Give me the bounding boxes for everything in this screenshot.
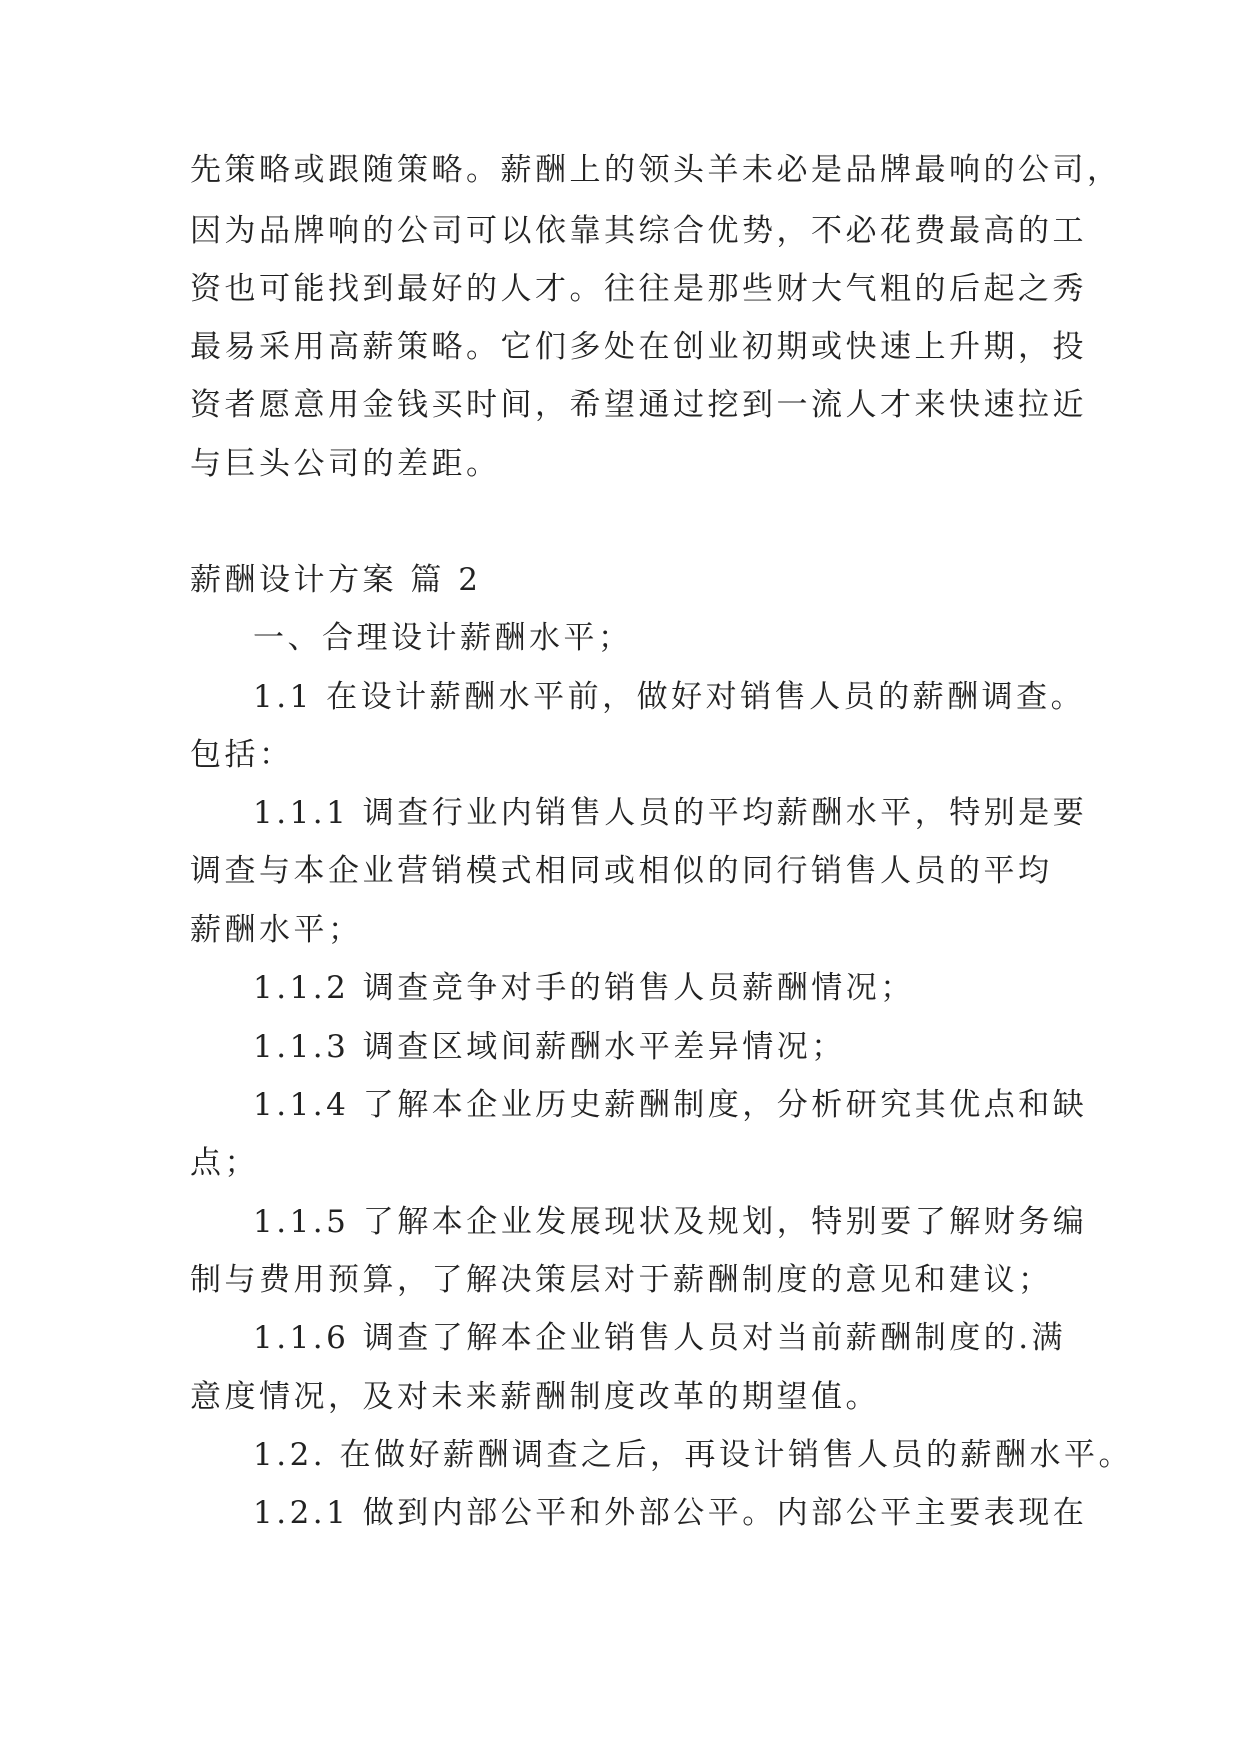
text-line: 调查与本企业营销模式相同或相似的同行销售人员的平均 bbox=[190, 853, 1053, 889]
text-line: 1.1.2 调查竞争对手的销售人员薪酬情况； bbox=[253, 970, 915, 1006]
text-line: 包括： bbox=[190, 737, 294, 773]
text-line: 1.1.6 调查了解本企业销售人员对当前薪酬制度的.满 bbox=[253, 1320, 1067, 1356]
text-line: 制与费用预算，了解决策层对于薪酬制度的意见和建议； bbox=[190, 1262, 1053, 1298]
text-line: 与巨头公司的差距。 bbox=[190, 446, 501, 482]
text-line: 1.2. 在做好薪酬调查之后，再设计销售人员的薪酬水平。 bbox=[253, 1437, 1134, 1473]
text-line: 先策略或跟随策略。薪酬上的领头羊未必是品牌最响的公司， bbox=[190, 152, 1122, 188]
text-line: 资者愿意用金钱买时间，希望通过挖到一流人才来快速拉近 bbox=[190, 387, 1087, 423]
text-line: 最易采用高薪策略。它们多处在创业初期或快速上升期，投 bbox=[190, 329, 1087, 365]
text-line: 1.1 在设计薪酬水平前，做好对销售人员的薪酬调查。 bbox=[253, 679, 1086, 715]
text-line: 意度情况，及对未来薪酬制度改革的期望值。 bbox=[190, 1379, 880, 1415]
text-line: 薪酬水平； bbox=[190, 912, 363, 948]
text-line: 因为品牌响的公司可以依靠其综合优势，不必花费最高的工 bbox=[190, 213, 1087, 249]
text-line: 1.1.1 调查行业内销售人员的平均薪酬水平，特别是要 bbox=[253, 795, 1088, 831]
text-line: 资也可能找到最好的人才。往往是那些财大气粗的后起之秀 bbox=[190, 271, 1087, 307]
text-line: 1.1.3 调查区域间薪酬水平差异情况； bbox=[253, 1029, 846, 1065]
text-line: 1.1.5 了解本企业发展现状及规划，特别要了解财务编 bbox=[253, 1204, 1088, 1240]
section-heading: 薪酬设计方案 篇 2 bbox=[190, 562, 482, 598]
text-line: 1.1.4 了解本企业历史薪酬制度，分析研究其优点和缺 bbox=[253, 1087, 1088, 1123]
text-line: 一、合理设计薪酬水平； bbox=[253, 620, 633, 656]
text-line: 点； bbox=[190, 1145, 259, 1181]
text-line: 1.2.1 做到内部公平和外部公平。内部公平主要表现在 bbox=[253, 1495, 1088, 1531]
